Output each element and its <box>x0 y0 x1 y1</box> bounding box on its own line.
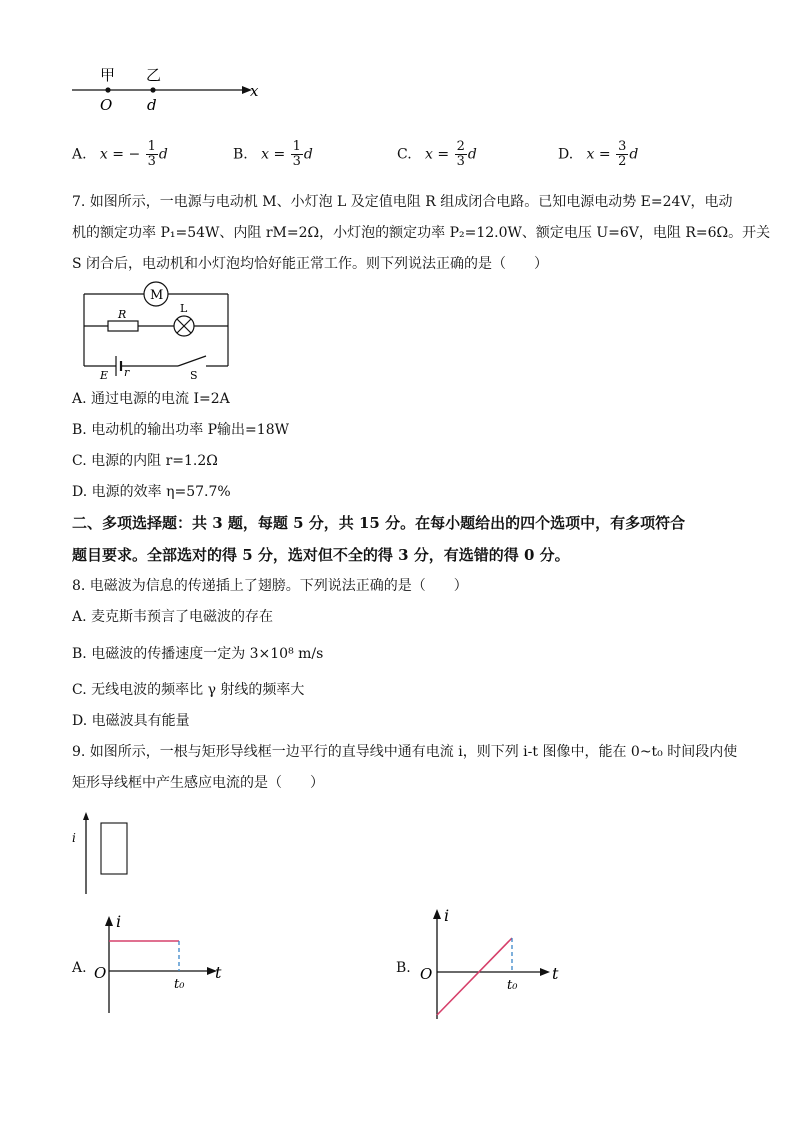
q9-graph-a-letter[interactable]: A. <box>72 960 87 976</box>
label-x: x <box>250 82 259 100</box>
q9-graph-a[interactable] <box>88 910 228 1015</box>
graph-b-i-label: i <box>444 906 450 925</box>
graph-b-t0-label: t₀ <box>507 978 518 993</box>
q7-stem-line1: 7. 如图所示，一电源与电动机 M、小灯泡 L 及定值电阻 R 组成闭合电路。已知电源电动势 E=24V，电动 <box>72 194 733 210</box>
internal-r-label: r <box>124 366 130 379</box>
q9-graph-b-letter[interactable]: B. <box>396 960 411 976</box>
graph-a-t-label: t <box>215 963 222 982</box>
q6-option-d[interactable]: D. x = $\frac{3}{2}$ d <box>558 139 639 169</box>
q6-number-line-figure <box>60 60 280 120</box>
label-O: O <box>100 96 113 114</box>
graph-a-t0-label: t₀ <box>174 977 185 992</box>
q7-stem-line2: 机的额定功率 P₁=54W、内阻 rM=2Ω，小灯泡的额定功率 P₂=12.0W、额定电压 U=6V，电阻 R=6Ω。开关 <box>72 225 771 241</box>
q7-option-c[interactable]: C. 电源的内阻 r=1.2Ω <box>72 453 218 469</box>
resistor-label: R <box>118 308 127 321</box>
q7-option-d[interactable]: D. 电源的效率 η=57.7% <box>72 484 231 500</box>
motor-label: M <box>150 288 164 303</box>
section2-heading-line2: 题目要求。全部选对的得 5 分，选对但不全的得 3 分，有选错的得 0 分。 <box>72 546 570 564</box>
q7-stem-line3: S 闭合后，电动机和小灯泡均恰好能正常工作。则下列说法正确的是（ ） <box>72 256 549 272</box>
q8-option-d[interactable]: D. 电磁波具有能量 <box>72 713 190 729</box>
q8-option-c[interactable]: C. 无线电波的频率比 γ 射线的频率大 <box>72 682 305 698</box>
graph-b-current-line <box>437 938 512 1015</box>
q9-stem-line1: 9. 如图所示，一根与矩形导线框一边平行的直导线中通有电流 i，则下列 i-t 图像中，能在 0~t₀ 时间段内使 <box>72 744 738 760</box>
q9-graph-b[interactable] <box>414 903 564 1021</box>
graph-a-i-label: i <box>116 912 122 931</box>
q8-stem: 8. 电磁波为信息的传递插上了翅膀。下列说法正确的是（ ） <box>72 578 468 594</box>
emf-label: E <box>100 369 109 380</box>
graph-a-O-label: O <box>94 964 107 982</box>
q6-option-c[interactable]: C. x = $\frac{2}{3}$ d <box>397 139 477 169</box>
q7-option-b[interactable]: B. 电动机的输出功率 P输出=18W <box>72 422 289 438</box>
current-label: i <box>72 831 76 845</box>
graph-b-O-label: O <box>420 965 433 983</box>
q8-option-a[interactable]: A. 麦克斯韦预言了电磁波的存在 <box>72 609 274 625</box>
label-jia: 甲 <box>100 66 116 84</box>
switch-label: S <box>190 369 198 380</box>
label-yi: 乙 <box>146 66 162 84</box>
graph-b-t-label: t <box>552 964 559 983</box>
label-d: d <box>147 96 157 114</box>
q6-option-b[interactable]: B. x = $\frac{1}{3}$ d <box>233 139 313 169</box>
lamp-label: L <box>180 302 188 315</box>
section2-heading-line1: 二、多项选择题：共 3 题，每题 5 分，共 15 分。在每小题给出的四个选项中，有多项符合 <box>72 514 686 532</box>
q9-wire-loop-figure <box>64 806 144 898</box>
q7-circuit-diagram <box>78 280 238 380</box>
q6-option-a[interactable]: A. x = − $\frac{1}{3}$ d <box>72 139 168 169</box>
q7-option-a[interactable]: A. 通过电源的电流 I=2A <box>72 391 230 407</box>
q9-stem-line2: 矩形导线框中产生感应电流的是（ ） <box>72 775 324 791</box>
q8-option-b[interactable]: B. 电磁波的传播速度一定为 3×10⁸ m/s <box>72 646 324 662</box>
